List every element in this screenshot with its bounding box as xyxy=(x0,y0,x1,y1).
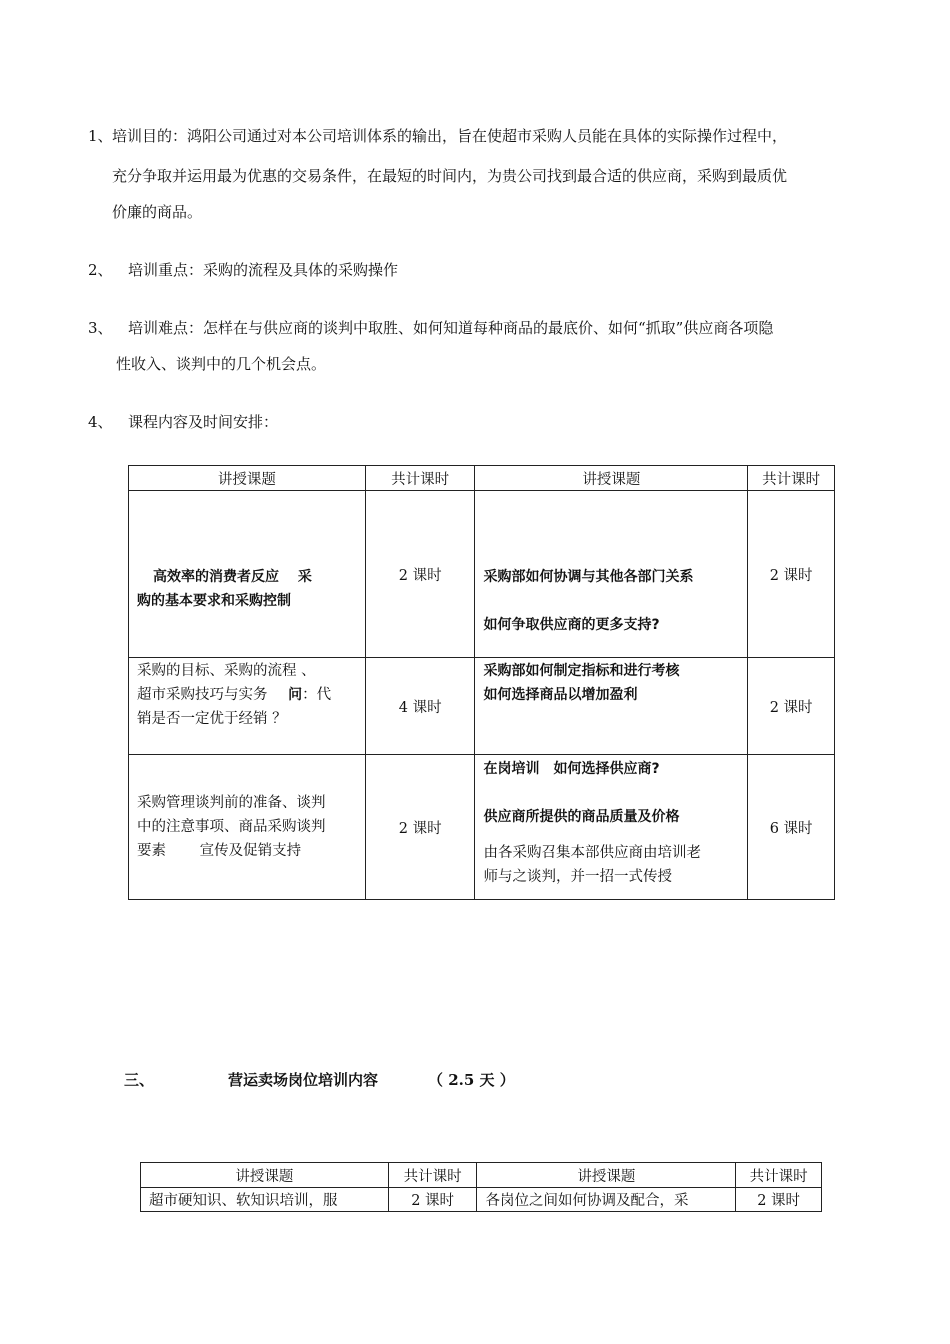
header-hours: 共计课时 xyxy=(748,466,835,491)
item-line: 课程内容及时间安排： xyxy=(128,413,279,431)
section-duration: （ 2.5 天 ） xyxy=(428,1071,515,1089)
cell-line xyxy=(483,781,739,805)
topic-cell xyxy=(475,491,748,658)
table-row xyxy=(129,755,835,900)
section-title: 营运卖场岗位培训内容 xyxy=(228,1071,379,1089)
hours-cell: 2 课时 xyxy=(748,658,835,755)
table-header-row xyxy=(129,466,835,491)
cell-line xyxy=(483,589,739,613)
topic-cell xyxy=(129,491,366,658)
table-row xyxy=(129,658,835,755)
operations-training-table xyxy=(140,1162,822,1212)
cell-line: 采购管理谈判前的准备、谈判 xyxy=(137,795,326,811)
header-topic: 讲授课题 xyxy=(477,1163,736,1188)
header-topic: 讲授课题 xyxy=(141,1163,389,1188)
hours-cell: 6 课时 xyxy=(748,755,835,900)
table-header-row xyxy=(141,1163,822,1188)
item-line: 价廉的商品。 xyxy=(112,203,203,221)
cell-line: 师与之谈判，并一招一式传授 xyxy=(483,869,672,885)
header-hours: 共计课时 xyxy=(365,466,475,491)
cell-line: 如何选择商品以增加盈利 xyxy=(483,687,638,703)
header-hours: 共计课时 xyxy=(736,1163,822,1188)
item-line: 培训难点：怎样在与供应商的谈判中取胜、如何知道每种商品的最底价、如何“抓取”供应商各项隐 xyxy=(128,319,774,337)
topic-cell: 超市硬知识、软知识培训，服 xyxy=(141,1188,389,1212)
section-number: 三、 xyxy=(124,1071,155,1089)
item-number: 3、 xyxy=(88,319,113,337)
topic-cell xyxy=(129,755,366,900)
hours-cell: 2 课时 xyxy=(388,1188,477,1212)
topic-cell xyxy=(475,755,748,900)
cell-text: ：代 xyxy=(302,687,332,703)
table-row xyxy=(129,491,835,658)
cell-line: 高效率的消费者反应 采 xyxy=(153,569,312,585)
cell-line: 如何争取供应商的更多支持? xyxy=(483,617,660,633)
topic-cell xyxy=(475,658,748,755)
item-number: 1、 xyxy=(88,127,113,145)
header-topic: 讲授课题 xyxy=(475,466,748,491)
header-topic: 讲授课题 xyxy=(129,466,366,491)
hours-cell: 2 课时 xyxy=(736,1188,822,1212)
header-hours: 共计课时 xyxy=(388,1163,477,1188)
cell-line: 要素 宣传及促销支持 xyxy=(137,843,302,859)
cell-line: 供应商所提供的商品质量及价格 xyxy=(483,809,680,825)
hours-cell: 2 课时 xyxy=(365,755,475,900)
item-number: 2、 xyxy=(88,261,113,279)
cell-line: 采购部如何协调与其他各部门关系 xyxy=(483,569,694,585)
cell-line: 购的基本要求和采购控制 xyxy=(137,593,291,609)
cell-line: 采购部如何制定指标和进行考核 xyxy=(483,663,680,679)
item-line: 性收入、谈判中的几个机会点。 xyxy=(116,355,327,373)
cell-line: 销是否一定优于经销 ？ xyxy=(137,711,287,727)
cell-line: 中的注意事项、商品采购谈判 xyxy=(137,819,326,835)
hours-cell: 4 课时 xyxy=(365,658,475,755)
topic-cell xyxy=(129,658,366,755)
cell-text: 超市采购技巧与实务 xyxy=(137,687,273,703)
cell-line: 在岗培训 如何选择供应商? xyxy=(483,761,660,777)
cell-line xyxy=(137,683,357,707)
hours-cell: 2 课时 xyxy=(365,491,475,658)
cell-line: 采购的目标、采购的流程 、 xyxy=(137,663,316,679)
cell-line: 由各采购召集本部供应商由培训老 xyxy=(483,845,701,861)
item-line: 培训重点：采购的流程及具体的采购操作 xyxy=(128,261,399,279)
item-line: 充分争取并运用最为优惠的交易条件，在最短的时间内，为贵公司找到最合适的供应商，采购到最质优 xyxy=(112,167,788,185)
hours-cell: 2 课时 xyxy=(748,491,835,658)
item-number: 4、 xyxy=(88,413,113,431)
table-row xyxy=(141,1188,822,1212)
course-schedule-table xyxy=(128,465,835,900)
cell-text-bold: 问 xyxy=(288,687,303,703)
item-line: 培训目的：鸿阳公司通过对本公司培训体系的输出，旨在使超市采购人员能在具体的实际操作过程中， xyxy=(112,127,788,145)
topic-cell: 各岗位之间如何协调及配合，采 xyxy=(477,1188,736,1212)
